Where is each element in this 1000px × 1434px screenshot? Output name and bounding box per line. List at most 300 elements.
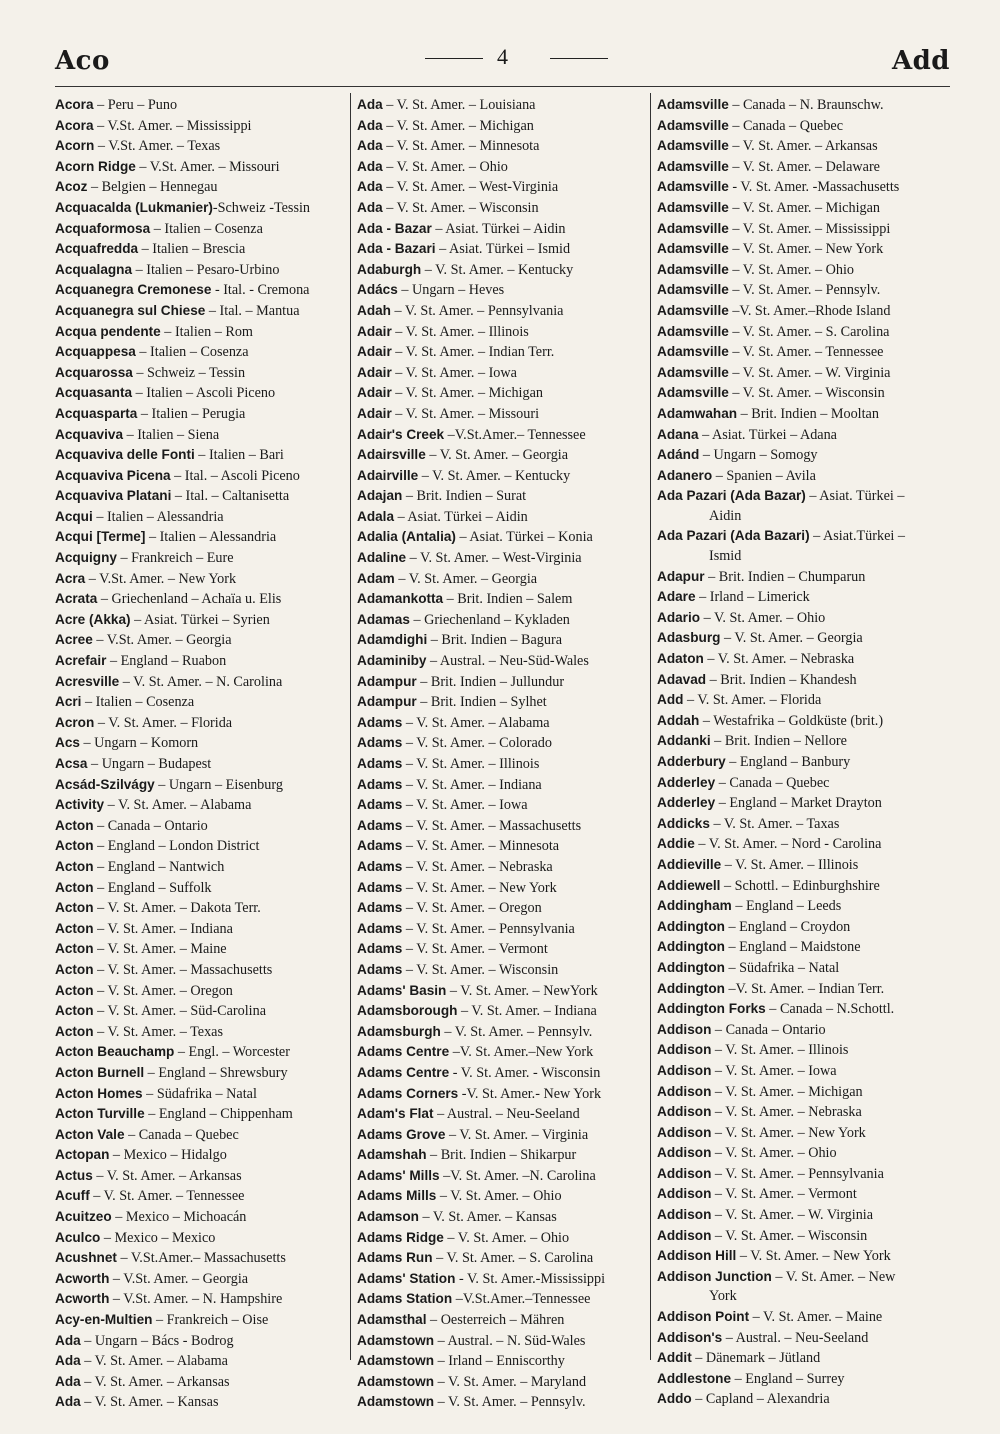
entry-place-name: Adamas (357, 611, 410, 627)
entry-place-name: Acton (55, 858, 94, 874)
entry-place-name: Acri (55, 694, 82, 710)
entry-location: – V. St. Amer. – Texas (93, 1023, 223, 1040)
entry-location: – V.St. Amer. – Georgia (109, 1270, 249, 1287)
entry-location: – Asiat. Türkei – (805, 488, 905, 505)
gazetteer-entry (357, 1001, 649, 1022)
gazetteer-entry (357, 425, 649, 446)
gazetteer-entry (55, 177, 347, 198)
gazetteer-entry (55, 136, 347, 157)
entry-place-name: Addington (657, 980, 725, 996)
gazetteer-entry (55, 1125, 347, 1146)
entry-location: – Italien – Siena (123, 426, 220, 443)
entry-place-name: Acworth (55, 1291, 110, 1307)
entry-place-name: Adams (357, 858, 403, 874)
entry-location: – V. St. Amer. – Michigan (711, 1083, 863, 1100)
entry-location: – England – London District (93, 838, 260, 855)
entry-location: – Canada – N.Schottl. (765, 1001, 895, 1018)
entry-place-name: Adams' Mills (357, 1167, 440, 1183)
entry-location: – Asiat. Türkei – Konia (455, 529, 593, 546)
entry-place-name: Adamsborough (357, 1003, 458, 1019)
entry-location: – Canada – Ontario (93, 817, 208, 834)
gazetteer-entry (357, 1104, 649, 1125)
entry-place-name: Adair (357, 364, 392, 380)
header-divider (55, 86, 950, 87)
entry-location: – Austral. – Neu-Seeland (433, 1106, 580, 1123)
entry-place-name: Ada (357, 158, 383, 174)
gazetteer-entry (357, 960, 649, 981)
gazetteer-entry (357, 630, 649, 651)
entry-location: – Brit. Indien – Surat (402, 488, 527, 505)
entry-location: – Italien – Alessandria (145, 529, 277, 546)
gazetteer-entry (357, 1084, 649, 1105)
entry-place-name: Acsa (55, 756, 88, 771)
gazetteer-entry (357, 198, 649, 219)
entry-place-name: Adamsville (657, 344, 729, 360)
entry-location: – Canada – N. Braunschw. (728, 97, 884, 113)
entry-location: – Brit. Indien – Shikarpur (426, 1147, 577, 1164)
entry-location: – Italien – Pesaro-Urbino (132, 261, 280, 278)
entry-location: – Canada – Quebec (124, 1126, 239, 1143)
entry-place-name: Adamsville (657, 158, 729, 174)
gazetteer-entry (55, 589, 347, 610)
gazetteer-entry (357, 507, 649, 528)
entry-location: – Brit. Indien – Jullundur (416, 673, 565, 690)
entry-location: –V.St.Amer.–Tennessee (452, 1291, 591, 1308)
entry-place-name: Adair's Creek (357, 426, 445, 442)
entry-location: – V. St. Amer. – Dakota Terr. (93, 900, 261, 917)
gazetteer-entry (357, 878, 649, 899)
entry-place-name: Adasburg (657, 630, 721, 646)
entry-location: – Italien – Ascoli Piceno (132, 385, 276, 402)
gazetteer-entry (55, 1331, 347, 1352)
entry-location: – Asiat. Türkei – Syrien (130, 611, 270, 628)
gazetteer-entry (657, 711, 949, 732)
entry-location: – V. St. Amer. – New (771, 1268, 896, 1285)
entry-place-name: Adamsburgh (357, 1023, 441, 1039)
gazetteer-entry (357, 548, 649, 569)
entry-place-name: Adair (357, 344, 392, 360)
entry-place-name: Adairsville (357, 447, 426, 463)
entry-place-name: Acton Beauchamp (55, 1044, 175, 1060)
entry-continuation: Ismid (709, 548, 742, 565)
gazetteer-entry (55, 1392, 347, 1413)
gazetteer-entry (657, 301, 949, 322)
entry-location: – V. St. Amer. – Illinois (402, 756, 540, 772)
gazetteer-entry (657, 116, 949, 137)
entry-location: – Italien – Brescia (138, 241, 246, 258)
entry-place-name: Ada Pazari (Ada Bazari) (657, 528, 810, 544)
entry-location: – V. St. Amer. – Georgia (720, 630, 863, 647)
column-2 (357, 95, 649, 1413)
gazetteer-entry (357, 445, 649, 466)
entry-location: – Engl. – Worcester (174, 1044, 290, 1061)
entry-location: – England – Chippenham (144, 1106, 293, 1123)
gazetteer-entry (357, 1186, 649, 1207)
entry-location: – V. St. Amer. – Arkansas (80, 1373, 230, 1390)
entry-location: – England – Ruabon (106, 653, 227, 670)
header-rule-right (550, 58, 608, 59)
gazetteer-entry (657, 937, 949, 958)
entry-place-name: Ada (357, 179, 383, 195)
gazetteer-entry (657, 958, 949, 979)
entry-location: – England – Croydon (724, 918, 851, 935)
entry-place-name: Acqualagna (55, 261, 133, 277)
entry-place-name: Adams (357, 920, 403, 936)
entry-location: – V. St. Amer. – New York (728, 241, 884, 258)
entry-location: – V. St. Amer. – Michigan (391, 385, 543, 402)
entry-place-name: Acy-en-Multien (55, 1312, 153, 1328)
entry-location: – V. St. Amer. – Michigan (382, 117, 534, 134)
entry-place-name: Adamsville (657, 179, 729, 195)
entry-location: – V.St. Amer. – Texas (94, 138, 221, 155)
gazetteer-entry (55, 733, 347, 754)
entry-place-name: Acora (55, 97, 94, 112)
entry-place-name: Adams (357, 838, 403, 854)
entry-location: – Asiat. Türkei – Aidin (431, 220, 566, 237)
entry-place-name: Addison (657, 1165, 712, 1181)
gazetteer-entry (55, 816, 347, 837)
entry-location: – Asiat. Türkei – Aidin (394, 508, 528, 525)
entry-location: – V. St. Amer. – Pennsylv. (434, 1394, 586, 1411)
entry-location: – V.St. Amer. – Missouri (135, 158, 280, 175)
entry-location: – Brit. Indien – Sylhet (416, 694, 547, 711)
entry-place-name: Adamsville (657, 282, 729, 298)
gazetteer-entry (55, 507, 347, 528)
entry-place-name: Adamsville (657, 302, 729, 318)
gazetteer-entry (357, 383, 649, 404)
entry-place-name: Adams Centre (357, 1044, 450, 1060)
entry-place-name: Acorn (55, 138, 95, 154)
entry-place-name: Acquanegra sul Chiese (55, 302, 206, 318)
entry-continuation: Aidin (709, 507, 742, 524)
entry-location: – England – Maidstone (724, 939, 861, 956)
entry-location: – V. St. Amer. – Indian Terr. (391, 344, 555, 361)
entry-place-name: Adair (357, 323, 392, 339)
gazetteer-entry (357, 589, 649, 610)
entry-place-name: Adamsville (657, 138, 729, 154)
column-3 (657, 95, 949, 1410)
entry-location: – V. St. Amer. – Illinois (391, 323, 529, 340)
gazetteer-entry (357, 754, 649, 775)
entry-place-name: Acushnet (55, 1250, 117, 1266)
entry-place-name: Adamstown (357, 1394, 435, 1410)
entry-place-name: Adavad (657, 671, 707, 687)
gazetteer-entry (657, 1307, 949, 1328)
entry-place-name: Acquaformosa (55, 220, 151, 236)
entry-place-name: Addlestone (657, 1370, 732, 1386)
entry-location: – V. St. Amer. – Ohio (382, 158, 508, 175)
entry-place-name: Ada - Bazari (357, 241, 436, 257)
entry-location: – V. St. Amer. – W. Virginia (728, 364, 891, 381)
entry-location: – V. St. Amer. – Illinois (721, 856, 859, 873)
entry-location: – Italien – Bari (194, 447, 284, 464)
entry-location: – Austral. – Neu-Seeland (722, 1329, 869, 1346)
entry-location: – V. St. Amer. – Missouri (391, 405, 540, 422)
entry-location: – V. St. Amer. – Maryland (434, 1373, 587, 1390)
gazetteer-entry (657, 363, 949, 384)
entry-place-name: Adare (657, 589, 696, 605)
gazetteer-entry (657, 157, 949, 178)
gazetteer-entry (55, 1166, 347, 1187)
entry-location: - V. St. Amer. - Wisconsin (449, 1064, 601, 1081)
entry-location: –V. St. Amer. –N. Carolina (439, 1167, 596, 1184)
entry-place-name: Acton Vale (55, 1126, 125, 1142)
entry-location: – V. St. Amer. – Florida (94, 714, 233, 731)
gazetteer-entry (657, 136, 949, 157)
entry-location: – England – Shrewsbury (144, 1064, 288, 1081)
entry-place-name: Acquanegra Cremonese (55, 282, 212, 298)
entry-place-name: Adderley (657, 795, 716, 811)
entry-location: – V. St. Amer. – Minnesota (402, 838, 560, 855)
entry-place-name: Acquappesa (55, 344, 136, 360)
gazetteer-entry (357, 177, 649, 198)
entry-place-name: Adapur (657, 568, 705, 584)
entry-place-name: Addington (657, 939, 725, 955)
entry-place-name: Adam's Flat (357, 1106, 434, 1122)
entry-place-name: Acorn Ridge (55, 158, 136, 174)
entry-location: – V. St. Amer. – Wisconsin (728, 385, 885, 402)
entry-location: – Brit. Indien – Nellore (710, 733, 847, 750)
gazetteer-entry (55, 1310, 347, 1331)
entry-location: – V. St. Amer. – Ohio (436, 1188, 562, 1205)
gazetteer-entry (657, 1369, 949, 1390)
entry-place-name: Acquafredda (55, 241, 139, 257)
entry-location: – Dänemark – Jütland (691, 1350, 821, 1367)
entry-location: – V. St. Amer. – Tennessee (728, 344, 884, 361)
entry-location: – Italien – Cosenza (150, 220, 263, 237)
entry-location: – V.St. Amer. – New York (85, 570, 237, 587)
gazetteer-entry (657, 917, 949, 938)
entry-location: – V. St. Amer. – Tennessee (89, 1188, 245, 1205)
gazetteer-entry (657, 322, 949, 343)
entry-location: – V. St. Amer. – Nebraska (711, 1104, 862, 1121)
gazetteer-entry (657, 1184, 949, 1205)
gazetteer-entry (657, 1389, 949, 1410)
entry-location: – Ungarn – Somogy (699, 447, 818, 464)
column-divider (650, 93, 651, 1360)
gazetteer-entry (55, 960, 347, 981)
entry-location: – V. St. Amer. – Vermont (711, 1186, 857, 1203)
entry-place-name: Adanero (657, 467, 713, 483)
entry-location: – V. St. Amer. – Michigan (728, 199, 880, 216)
entry-place-name: Acquasanta (55, 385, 133, 401)
gazetteer-entry (55, 466, 347, 487)
entry-place-name: Addington Forks (657, 1001, 766, 1017)
entry-location: – V. St. Amer. – Oregon (402, 900, 542, 917)
gazetteer-entry (357, 239, 649, 260)
entry-place-name: Adams (357, 735, 403, 751)
entry-place-name: Addison (657, 1062, 712, 1078)
entry-place-name: Adamshah (357, 1147, 427, 1163)
entry-place-name: Ada (55, 1332, 81, 1348)
gazetteer-entry (55, 527, 347, 548)
gazetteer-entry (55, 1372, 347, 1393)
gazetteer-entry (55, 116, 347, 137)
entry-location: – Brit. Indien – Khandesh (706, 671, 857, 688)
entry-place-name: Acton (55, 920, 94, 936)
entry-location: – Brit. Indien – Salem (443, 591, 573, 608)
entry-place-name: Ada (55, 1394, 81, 1410)
entry-place-name: Adams' Station (357, 1270, 456, 1286)
entry-location: – Austral. – N. Süd-Wales (434, 1332, 586, 1349)
entry-location: – Asiat.Türkei – (809, 528, 905, 545)
gazetteer-entry (357, 466, 649, 487)
entry-location: – V. St. Amer. – Taxas (709, 815, 840, 832)
gazetteer-entry (657, 1123, 949, 1144)
gazetteer-entry (357, 1042, 649, 1063)
entry-location: – Spanien – Avila (712, 467, 816, 484)
entry-place-name: Adamsville (657, 220, 729, 236)
entry-place-name: Adamstown (357, 1332, 435, 1348)
entry-place-name: Adderley (657, 774, 716, 790)
entry-location: – V. St. Amer. – Arkansas (92, 1167, 242, 1184)
entry-location: – Canada – Ontario (711, 1021, 826, 1038)
entry-location: – V. St. Amer. – Alabama (80, 1353, 228, 1370)
gazetteer-entry (657, 177, 949, 198)
gazetteer-entry (55, 260, 347, 281)
entry-location: – Belgien – Hennegau (87, 179, 218, 196)
entry-location: – V. St. Amer. – New York (711, 1124, 866, 1141)
gazetteer-entry (357, 1392, 649, 1413)
gazetteer-entry (55, 981, 347, 1002)
gazetteer-entry (657, 1226, 949, 1247)
entry-place-name: Acrefair (55, 653, 107, 669)
gazetteer-entry (55, 1228, 347, 1249)
entry-place-name: Ada (55, 1373, 81, 1389)
entry-place-name: Adams Station (357, 1291, 453, 1307)
entry-place-name: Addit (657, 1350, 692, 1366)
column-divider (350, 93, 351, 1360)
gazetteer-entry (357, 1145, 649, 1166)
entry-place-name: Adana (657, 426, 699, 442)
gazetteer-entry (55, 836, 347, 857)
entry-place-name: Adams' Basin (357, 982, 447, 998)
entry-location: – V.St. Amer. – N. Hampshire (109, 1291, 283, 1308)
gazetteer-entry (657, 1267, 949, 1307)
entry-place-name: Adala (357, 508, 395, 524)
entry-place-name: Adaburgh (357, 261, 422, 277)
gazetteer-entry (657, 1246, 949, 1267)
gazetteer-entry (657, 526, 949, 566)
gazetteer-entry (55, 569, 347, 590)
gazetteer-entry (657, 1143, 949, 1164)
gazetteer-entry (357, 404, 649, 425)
gazetteer-entry (657, 1102, 949, 1123)
entry-place-name: Adams Mills (357, 1188, 437, 1204)
entry-place-name: Addison's (657, 1329, 723, 1345)
entry-place-name: Adderbury (657, 754, 726, 769)
entry-place-name: Actopan (55, 1147, 110, 1163)
entry-location: – Ungarn – Komorn (79, 735, 199, 752)
entry-location: -Schweiz -Tessin (212, 199, 310, 216)
entry-place-name: Adamsville (657, 323, 729, 339)
entry-place-name: Acton (55, 1003, 94, 1019)
entry-location: – V. St. Amer. – Mississippi (728, 220, 891, 237)
gazetteer-entry (55, 919, 347, 940)
entry-location: – Asiat. Türkei – Adana (698, 426, 837, 443)
entry-place-name: Addah (657, 712, 700, 728)
entry-place-name: Adamankotta (357, 591, 444, 607)
entry-location: – V. St. Amer. – Arkansas (728, 138, 878, 155)
gazetteer-entry (357, 1310, 649, 1331)
entry-place-name: Acquigny (55, 550, 117, 566)
entry-location: – Ungarn – Heves (397, 282, 505, 299)
entry-location: – England – Banbury (725, 754, 851, 770)
gazetteer-entry (657, 814, 949, 835)
gazetteer-entry (357, 301, 649, 322)
entry-place-name: Adam (357, 570, 395, 586)
gazetteer-entry (657, 752, 949, 773)
entry-location: – V. St. Amer. – Ohio (443, 1229, 570, 1246)
gazetteer-entry (357, 919, 649, 940)
gazetteer-entry (357, 219, 649, 240)
gazetteer-entry (55, 651, 347, 672)
entry-place-name: Adamstown (357, 1353, 435, 1369)
entry-place-name: Acton Burnell (55, 1064, 145, 1080)
gazetteer-entry (657, 979, 949, 1000)
entry-place-name: Adamsville (657, 97, 729, 112)
entry-place-name: Adams (357, 776, 403, 792)
entry-place-name: Ada (55, 1353, 81, 1369)
gazetteer-entry (657, 773, 949, 794)
entry-place-name: Acton Homes (55, 1085, 143, 1101)
entry-location: – Westafrika – Goldküste (brit.) (699, 712, 884, 729)
entry-place-name: Acquasparta (55, 405, 138, 421)
entry-location: – Italien – Rom (160, 323, 253, 340)
entry-place-name: Adams (357, 900, 403, 916)
entry-location: – England – Suffolk (93, 879, 212, 896)
entry-place-name: Ada (357, 117, 383, 133)
gazetteer-entry (357, 1166, 649, 1187)
entry-location: – V. St. Amer. – Delaware (728, 158, 880, 175)
entry-location: – V. St. Amer. – Ohio (711, 1145, 837, 1162)
gazetteer-entry (357, 363, 649, 384)
entry-location: – England – Market Drayton (715, 795, 882, 812)
entry-place-name: Adajan (357, 488, 403, 504)
gazetteer-entry (55, 1042, 347, 1063)
entry-place-name: Acoz (55, 179, 88, 195)
page-number: 4 (497, 44, 508, 69)
gazetteer-entry (657, 587, 949, 608)
gazetteer-entry (357, 692, 649, 713)
gazetteer-entry (357, 610, 649, 631)
entry-location: – Capland – Alexandria (691, 1391, 830, 1408)
gazetteer-entry (657, 999, 949, 1020)
entry-location: – V. St. Amer. – West-Virginia (382, 179, 559, 196)
column-1 (55, 95, 347, 1413)
entry-location: – Italien – Alessandria (92, 508, 224, 525)
entry-place-name: Acuff (55, 1188, 90, 1204)
gazetteer-entry (55, 301, 347, 322)
gazetteer-entry (657, 896, 949, 917)
entry-place-name: Acton (55, 941, 94, 957)
gazetteer-entry (657, 1082, 949, 1103)
entry-location: – Austral. – Neu-Süd-Wales (426, 653, 589, 670)
entry-location: – V. St. Amer. – Iowa (402, 797, 528, 814)
entry-location: – Südafrika – Natal (142, 1085, 257, 1102)
gazetteer-entry (657, 404, 949, 425)
gazetteer-entry (357, 836, 649, 857)
gazetteer-entry (657, 608, 949, 629)
entry-place-name: Addison Junction (657, 1268, 772, 1284)
entry-place-name: Addison (657, 1083, 712, 1099)
entry-location: – Mexico – Michoacán (111, 1209, 247, 1226)
gazetteer-entry (55, 1104, 347, 1125)
gazetteer-entry (55, 857, 347, 878)
entry-location: – V. St. Amer. – New York (736, 1248, 891, 1265)
gazetteer-entry (357, 981, 649, 1002)
gazetteer-entry (55, 425, 347, 446)
